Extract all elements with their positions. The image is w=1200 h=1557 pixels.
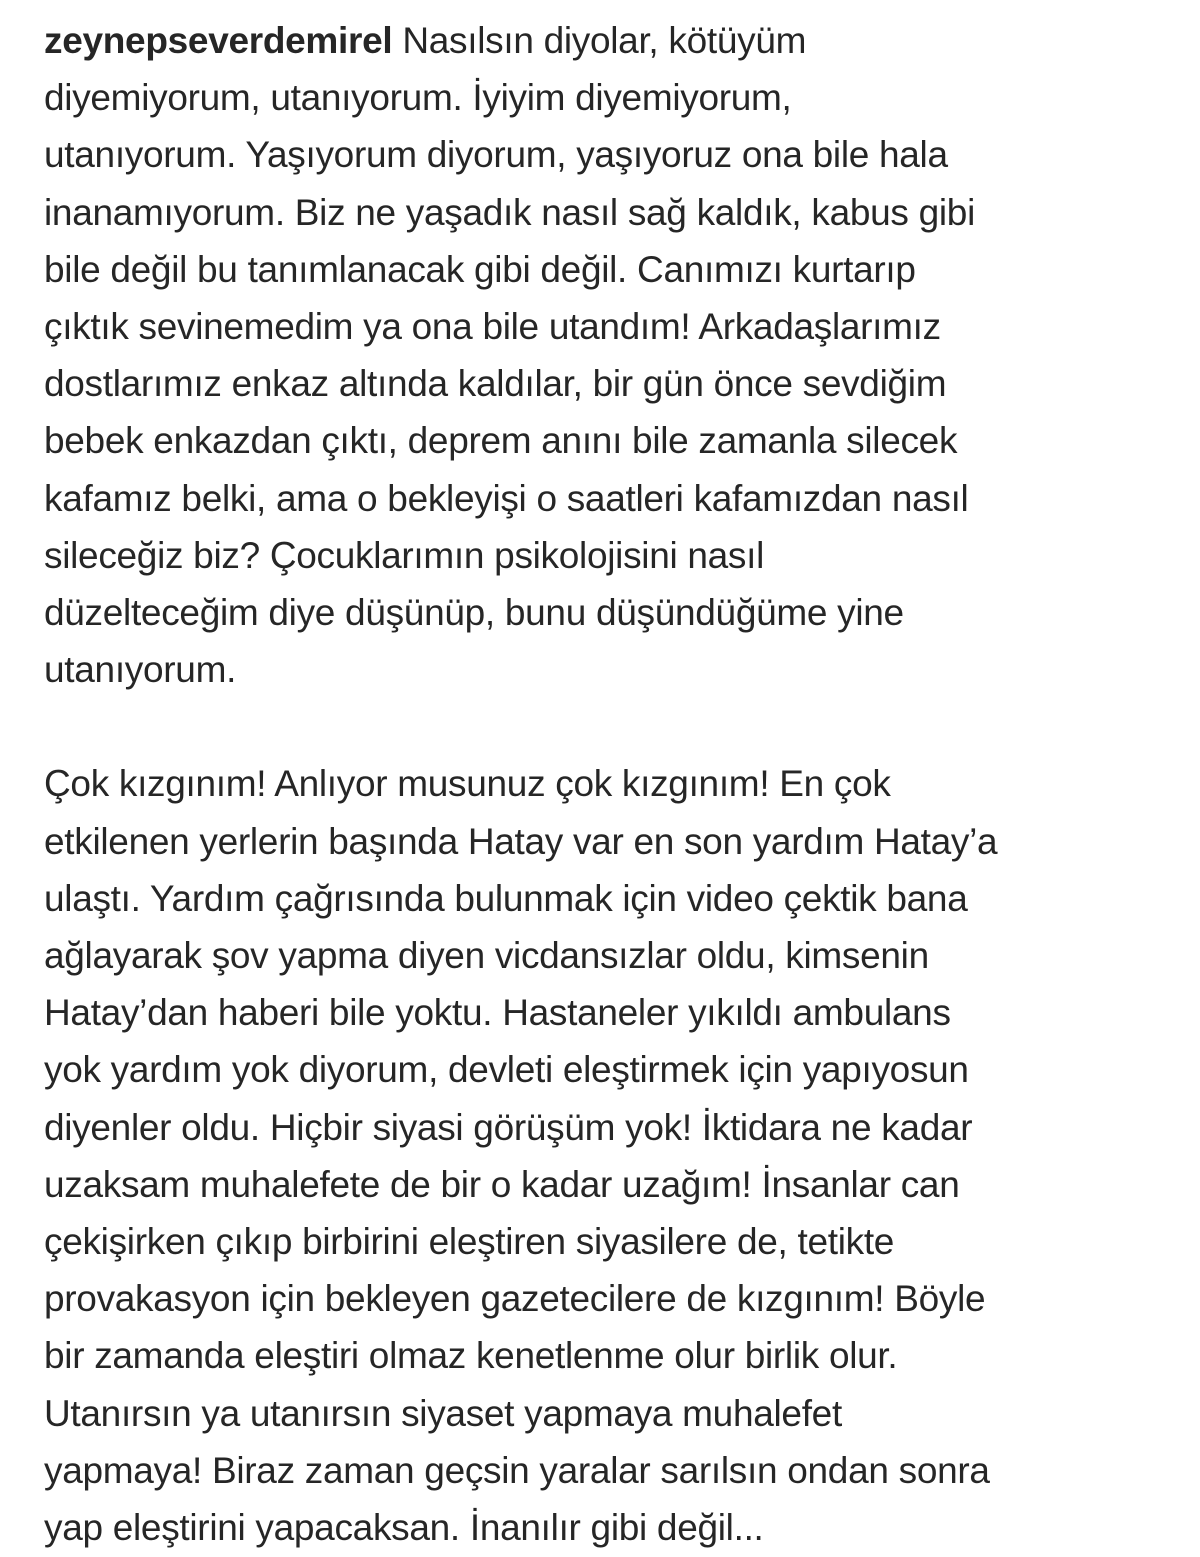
caption-line: düzelteceğim diye düşünüp, bunu düşündüğüme yine bbox=[44, 592, 904, 634]
caption-line bbox=[44, 12, 1174, 69]
caption-line: ulaştı. Yardım çağrısında bulunmak için video çektik bana bbox=[44, 877, 968, 919]
caption-line: yap eleştirini yapacaksan. İnanılır gibi değil... bbox=[44, 1507, 764, 1549]
caption-line: diyenler oldu. Hiçbir siyasi görüşüm yok! İktidara ne kadar bbox=[44, 1106, 973, 1148]
caption-line: ağlayarak şov yapma diyen vicdansızlar oldu, kimsenin bbox=[44, 935, 929, 977]
caption-line: dostlarımız enkaz altında kaldılar, bir gün önce sevdiğim bbox=[44, 363, 947, 405]
caption-paragraph-2 bbox=[44, 755, 1174, 1556]
caption-line: bebek enkazdan çıktı, deprem anını bile zamanla silecek bbox=[44, 420, 958, 462]
caption-line: utanıyorum. Yaşıyorum diyorum, yaşıyoruz ona bile hala bbox=[44, 134, 948, 176]
caption-line: etkilenen yerlerin başında Hatay var en son yardım Hatay’a bbox=[44, 820, 998, 862]
caption-line: sileceğiz biz? Çocuklarımın psikolojisini nasıl bbox=[44, 534, 765, 576]
caption-line: Çok kızgınım! Anlıyor musunuz çok kızgınım! En çok bbox=[44, 763, 891, 805]
caption-line: kafamız belki, ama o bekleyişi o saatleri kafamızdan nasıl bbox=[44, 477, 969, 519]
caption-line: yok yardım yok diyorum, devleti eleştirmek için yapıyosun bbox=[44, 1049, 969, 1091]
caption-line: yapmaya! Biraz zaman geçsin yaralar sarılsın ondan sonra bbox=[44, 1449, 990, 1491]
caption-line: diyemiyorum, utanıyorum. İyiyim diyemiyorum, bbox=[44, 77, 792, 119]
post-caption bbox=[44, 12, 1174, 1556]
caption-line: Hatay’dan haberi bile yoktu. Hastaneler yıkıldı ambulans bbox=[44, 992, 951, 1034]
username-link[interactable]: zeynepseverdemirel bbox=[44, 20, 393, 61]
caption-text: Nasılsın diyolar, kötüyüm bbox=[392, 20, 807, 61]
caption-paragraph-1 bbox=[44, 12, 1174, 698]
caption-line: bile değil bu tanımlanacak gibi değil. Canımızı kurtarıp bbox=[44, 248, 916, 290]
caption-line: provakasyon için bekleyen gazetecilere de kızgınım! Böyle bbox=[44, 1278, 986, 1320]
caption-line: çıktık sevinemedim ya ona bile utandım! Arkadaşlarımız bbox=[44, 306, 941, 348]
caption-line: çekişirken çıkıp birbirini eleştiren siyasilere de, tetikte bbox=[44, 1221, 895, 1263]
caption-line: uzaksam muhalefete de bir o kadar uzağım! İnsanlar can bbox=[44, 1163, 960, 1205]
caption-line: Utanırsın ya utanırsın siyaset yapmaya muhalefet bbox=[44, 1392, 842, 1434]
caption-line: bir zamanda eleştiri olmaz kenetlenme olur birlik olur. bbox=[44, 1335, 898, 1377]
caption-line: utanıyorum. bbox=[44, 649, 237, 691]
caption-line: inanamıyorum. Biz ne yaşadık nasıl sağ kaldık, kabus gibi bbox=[44, 191, 975, 233]
